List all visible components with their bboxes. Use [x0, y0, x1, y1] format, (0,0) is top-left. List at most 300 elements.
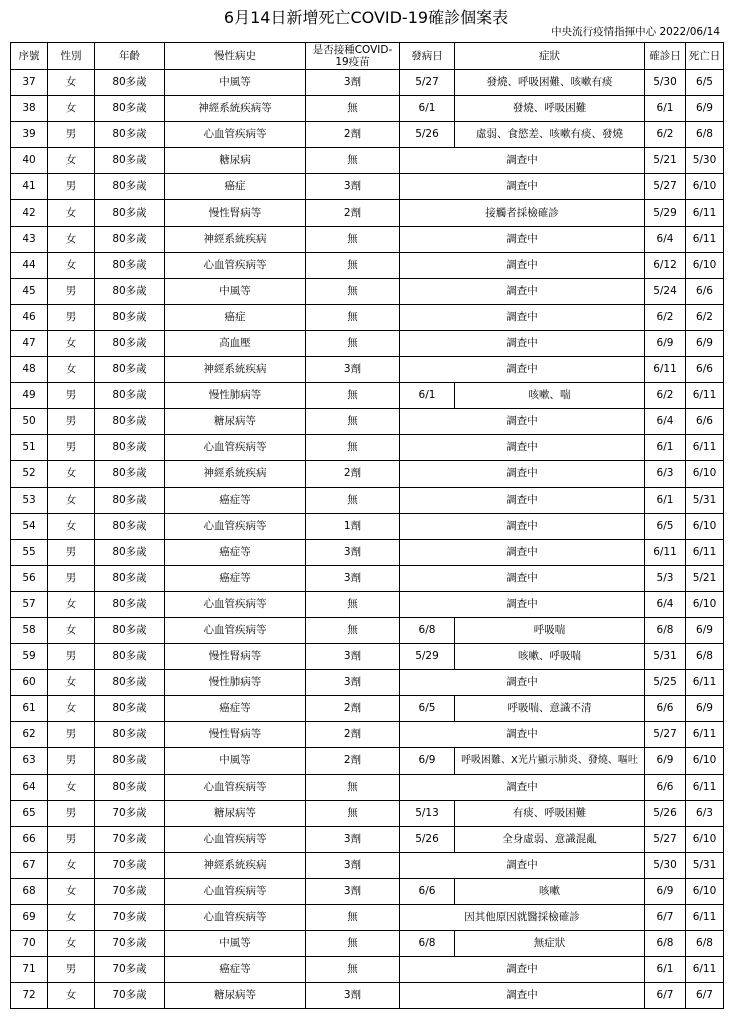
cell-onset-date: 6/6 — [400, 878, 455, 904]
cell-age: 80多歲 — [95, 461, 165, 487]
cell-age: 80多歲 — [95, 539, 165, 565]
table-row — [11, 122, 724, 148]
cell-confirmed-date: 5/3 — [645, 565, 686, 591]
table-row — [11, 931, 724, 957]
cell-age: 80多歲 — [95, 722, 165, 748]
cell-vaccinated: 2劑 — [306, 722, 400, 748]
cell-vaccinated: 無 — [306, 774, 400, 800]
cell-death-date: 6/11 — [686, 670, 724, 696]
cell-age: 70多歲 — [95, 800, 165, 826]
cell-age: 70多歲 — [95, 905, 165, 931]
source-agency-date: 中央流行疫情指揮中心 2022/06/14 — [551, 26, 720, 38]
cell-death-date: 6/10 — [686, 878, 724, 904]
cell-chronic-history: 癌症等 — [165, 696, 306, 722]
header-confirmed-date: 確診日 — [645, 43, 686, 70]
cell-chronic-history: 慢性腎病等 — [165, 722, 306, 748]
cell-vaccinated: 2劑 — [306, 122, 400, 148]
cell-chronic-history: 心血管疾病等 — [165, 878, 306, 904]
table-row — [11, 330, 724, 356]
cell-confirmed-date: 6/7 — [645, 905, 686, 931]
cell-symptoms: 調查中 — [400, 435, 645, 461]
cell-vaccinated: 2劑 — [306, 696, 400, 722]
cell-vaccinated: 無 — [306, 409, 400, 435]
cell-serial: 61 — [11, 696, 48, 722]
cell-chronic-history: 神經系統疾病 — [165, 461, 306, 487]
cell-age: 80多歲 — [95, 617, 165, 643]
cell-age: 70多歲 — [95, 852, 165, 878]
cell-age: 80多歲 — [95, 513, 165, 539]
cell-age: 80多歲 — [95, 122, 165, 148]
cell-symptoms: 調查中 — [400, 591, 645, 617]
cell-chronic-history: 高血壓 — [165, 330, 306, 356]
cell-confirmed-date: 5/30 — [645, 70, 686, 96]
cell-symptoms: 調查中 — [400, 226, 645, 252]
cell-chronic-history: 心血管疾病等 — [165, 252, 306, 278]
cell-symptoms: 接觸者採檢確診 — [400, 200, 645, 226]
cell-serial: 60 — [11, 670, 48, 696]
cell-sex: 男 — [48, 409, 95, 435]
cell-confirmed-date: 6/7 — [645, 983, 686, 1009]
cell-serial: 62 — [11, 722, 48, 748]
cell-death-date: 6/9 — [686, 330, 724, 356]
cell-age: 70多歲 — [95, 957, 165, 983]
cell-confirmed-date: 6/1 — [645, 96, 686, 122]
cell-chronic-history: 神經系統疾病 — [165, 852, 306, 878]
cell-symptoms: 調查中 — [400, 722, 645, 748]
cell-confirmed-date: 6/9 — [645, 330, 686, 356]
cell-age: 80多歲 — [95, 96, 165, 122]
table-row — [11, 278, 724, 304]
cell-confirmed-date: 5/31 — [645, 644, 686, 670]
cell-serial: 56 — [11, 565, 48, 591]
cell-symptoms: 發燒、呼吸困難 — [455, 96, 645, 122]
cell-age: 80多歲 — [95, 70, 165, 96]
cell-serial: 67 — [11, 852, 48, 878]
cell-vaccinated: 無 — [306, 148, 400, 174]
cell-onset-date: 6/1 — [400, 383, 455, 409]
cell-age: 80多歲 — [95, 591, 165, 617]
cell-chronic-history: 糖尿病等 — [165, 983, 306, 1009]
table-row — [11, 226, 724, 252]
cell-age: 80多歲 — [95, 644, 165, 670]
cell-symptoms: 調查中 — [400, 409, 645, 435]
cell-confirmed-date: 6/8 — [645, 617, 686, 643]
header-age: 年齡 — [95, 43, 165, 70]
cell-sex: 女 — [48, 617, 95, 643]
cell-serial: 44 — [11, 252, 48, 278]
cell-confirmed-date: 5/29 — [645, 200, 686, 226]
cell-sex: 女 — [48, 774, 95, 800]
table-row — [11, 565, 724, 591]
table-row — [11, 539, 724, 565]
table-row — [11, 905, 724, 931]
header-vaccinated: 是否接種COVID-19疫苗 — [306, 43, 400, 70]
cell-vaccinated: 3劑 — [306, 565, 400, 591]
cell-confirmed-date: 6/9 — [645, 878, 686, 904]
cell-death-date: 6/8 — [686, 644, 724, 670]
cell-chronic-history: 癌症等 — [165, 565, 306, 591]
cell-symptoms: 調查中 — [400, 983, 645, 1009]
cell-death-date: 6/9 — [686, 617, 724, 643]
cell-symptoms: 呼吸喘 — [455, 617, 645, 643]
cell-sex: 男 — [48, 304, 95, 330]
cell-age: 80多歲 — [95, 409, 165, 435]
cell-symptoms: 因其他原因就醫採檢確診 — [400, 905, 645, 931]
cell-age: 70多歲 — [95, 931, 165, 957]
cell-sex: 女 — [48, 513, 95, 539]
table-row — [11, 487, 724, 513]
table-row — [11, 148, 724, 174]
cell-age: 70多歲 — [95, 983, 165, 1009]
cell-vaccinated: 無 — [306, 383, 400, 409]
cell-sex: 女 — [48, 591, 95, 617]
cell-confirmed-date: 6/6 — [645, 696, 686, 722]
cell-chronic-history: 癌症 — [165, 304, 306, 330]
death-case-table — [10, 42, 724, 1009]
cell-symptoms: 呼吸喘、意識不清 — [455, 696, 645, 722]
cell-age: 80多歲 — [95, 330, 165, 356]
cell-vaccinated: 無 — [306, 226, 400, 252]
cell-chronic-history: 中風等 — [165, 931, 306, 957]
cell-vaccinated: 無 — [306, 304, 400, 330]
cell-onset-date: 5/13 — [400, 800, 455, 826]
cell-chronic-history: 神經系統疾病等 — [165, 96, 306, 122]
cell-confirmed-date: 5/27 — [645, 174, 686, 200]
cell-death-date: 6/11 — [686, 435, 724, 461]
header-serial: 序號 — [11, 43, 48, 70]
cell-vaccinated: 無 — [306, 278, 400, 304]
table-row — [11, 983, 724, 1009]
cell-symptoms: 調查中 — [400, 957, 645, 983]
cell-chronic-history: 心血管疾病等 — [165, 435, 306, 461]
cell-serial: 66 — [11, 826, 48, 852]
cell-onset-date: 6/5 — [400, 696, 455, 722]
cell-death-date: 6/11 — [686, 905, 724, 931]
cell-confirmed-date: 6/11 — [645, 357, 686, 383]
table-row — [11, 174, 724, 200]
cell-confirmed-date: 6/12 — [645, 252, 686, 278]
header-sex: 性別 — [48, 43, 95, 70]
cell-confirmed-date: 6/8 — [645, 931, 686, 957]
cell-death-date: 6/6 — [686, 357, 724, 383]
cell-confirmed-date: 6/4 — [645, 591, 686, 617]
cell-sex: 男 — [48, 644, 95, 670]
cell-serial: 37 — [11, 70, 48, 96]
cell-death-date: 6/11 — [686, 539, 724, 565]
cell-confirmed-date: 5/24 — [645, 278, 686, 304]
table-row — [11, 96, 724, 122]
cell-vaccinated: 1劑 — [306, 513, 400, 539]
cell-death-date: 6/6 — [686, 278, 724, 304]
cell-confirmed-date: 6/5 — [645, 513, 686, 539]
cell-symptoms: 調查中 — [400, 670, 645, 696]
cell-sex: 男 — [48, 539, 95, 565]
cell-symptoms: 虛弱、食慾差、咳嗽有痰、發燒 — [455, 122, 645, 148]
cell-serial: 39 — [11, 122, 48, 148]
cell-death-date: 6/11 — [686, 200, 724, 226]
cell-chronic-history: 中風等 — [165, 748, 306, 774]
cell-symptoms: 調查中 — [400, 148, 645, 174]
table-row — [11, 748, 724, 774]
cell-death-date: 6/10 — [686, 748, 724, 774]
cell-confirmed-date: 6/2 — [645, 304, 686, 330]
cell-sex: 女 — [48, 252, 95, 278]
cell-death-date: 6/10 — [686, 252, 724, 278]
cell-vaccinated: 3劑 — [306, 670, 400, 696]
cell-vaccinated: 無 — [306, 617, 400, 643]
cell-sex: 女 — [48, 670, 95, 696]
table-row — [11, 513, 724, 539]
cell-chronic-history: 心血管疾病等 — [165, 826, 306, 852]
cell-serial: 58 — [11, 617, 48, 643]
cell-symptoms: 全身虛弱、意識混亂 — [455, 826, 645, 852]
cell-death-date: 6/11 — [686, 957, 724, 983]
cell-vaccinated: 3劑 — [306, 644, 400, 670]
cell-chronic-history: 糖尿病等 — [165, 800, 306, 826]
cell-sex: 女 — [48, 357, 95, 383]
cell-age: 80多歲 — [95, 304, 165, 330]
table-row — [11, 670, 724, 696]
cell-confirmed-date: 6/9 — [645, 748, 686, 774]
cell-age: 80多歲 — [95, 748, 165, 774]
cell-serial: 42 — [11, 200, 48, 226]
cell-confirmed-date: 6/6 — [645, 774, 686, 800]
cell-onset-date: 6/1 — [400, 96, 455, 122]
cell-sex: 男 — [48, 722, 95, 748]
cell-sex: 男 — [48, 278, 95, 304]
cell-death-date: 5/21 — [686, 565, 724, 591]
cell-age: 80多歲 — [95, 774, 165, 800]
cell-vaccinated: 3劑 — [306, 852, 400, 878]
cell-symptoms: 調查中 — [400, 852, 645, 878]
cell-death-date: 6/10 — [686, 461, 724, 487]
cell-sex: 女 — [48, 461, 95, 487]
cell-sex: 女 — [48, 330, 95, 356]
cell-onset-date: 5/26 — [400, 826, 455, 852]
cell-vaccinated: 無 — [306, 957, 400, 983]
cell-chronic-history: 心血管疾病等 — [165, 513, 306, 539]
cell-age: 80多歲 — [95, 383, 165, 409]
cell-vaccinated: 3劑 — [306, 878, 400, 904]
cell-vaccinated: 3劑 — [306, 174, 400, 200]
cell-confirmed-date: 5/27 — [645, 722, 686, 748]
cell-confirmed-date: 5/30 — [645, 852, 686, 878]
cell-confirmed-date: 5/25 — [645, 670, 686, 696]
cell-death-date: 6/9 — [686, 96, 724, 122]
cell-age: 80多歲 — [95, 565, 165, 591]
cell-chronic-history: 慢性肺病等 — [165, 383, 306, 409]
header-symptoms: 症狀 — [455, 43, 645, 70]
cell-serial: 53 — [11, 487, 48, 513]
table-row — [11, 304, 724, 330]
cell-sex: 女 — [48, 983, 95, 1009]
cell-chronic-history: 心血管疾病等 — [165, 591, 306, 617]
cell-death-date: 6/8 — [686, 122, 724, 148]
table-row — [11, 800, 724, 826]
cell-death-date: 6/10 — [686, 591, 724, 617]
table-row — [11, 357, 724, 383]
cell-vaccinated: 無 — [306, 96, 400, 122]
cell-symptoms: 調查中 — [400, 304, 645, 330]
cell-symptoms: 咳嗽、呼吸喘 — [455, 644, 645, 670]
page-title: 6月14日新增死亡COVID-19確診個案表 — [223, 8, 509, 27]
cell-confirmed-date: 6/1 — [645, 487, 686, 513]
cell-death-date: 6/6 — [686, 409, 724, 435]
cell-sex: 女 — [48, 70, 95, 96]
cell-serial: 47 — [11, 330, 48, 356]
cell-sex: 女 — [48, 931, 95, 957]
cell-death-date: 6/10 — [686, 826, 724, 852]
cell-sex: 女 — [48, 487, 95, 513]
cell-chronic-history: 心血管疾病等 — [165, 617, 306, 643]
cell-sex: 女 — [48, 905, 95, 931]
cell-sex: 男 — [48, 800, 95, 826]
cell-confirmed-date: 6/2 — [645, 383, 686, 409]
cell-confirmed-date: 6/1 — [645, 435, 686, 461]
cell-serial: 65 — [11, 800, 48, 826]
cell-serial: 51 — [11, 435, 48, 461]
table-row — [11, 696, 724, 722]
cell-symptoms: 調查中 — [400, 330, 645, 356]
cell-symptoms: 無症狀 — [455, 931, 645, 957]
cell-symptoms: 發燒、呼吸困難、咳嗽有痰 — [455, 70, 645, 96]
cell-vaccinated: 無 — [306, 330, 400, 356]
table-row — [11, 383, 724, 409]
table-row — [11, 252, 724, 278]
cell-age: 80多歲 — [95, 487, 165, 513]
cell-serial: 63 — [11, 748, 48, 774]
cell-vaccinated: 無 — [306, 591, 400, 617]
cell-symptoms: 調查中 — [400, 565, 645, 591]
table-row — [11, 617, 724, 643]
cell-death-date: 6/3 — [686, 800, 724, 826]
table-row — [11, 200, 724, 226]
table-row — [11, 461, 724, 487]
cell-age: 80多歲 — [95, 252, 165, 278]
cell-onset-date: 5/26 — [400, 122, 455, 148]
cell-sex: 女 — [48, 226, 95, 252]
cell-vaccinated: 2劑 — [306, 200, 400, 226]
cell-symptoms: 咳嗽 — [455, 878, 645, 904]
cell-death-date: 6/10 — [686, 513, 724, 539]
cell-serial: 72 — [11, 983, 48, 1009]
cell-age: 80多歲 — [95, 670, 165, 696]
cell-sex: 女 — [48, 878, 95, 904]
cell-death-date: 6/10 — [686, 174, 724, 200]
cell-confirmed-date: 6/11 — [645, 539, 686, 565]
cell-age: 80多歲 — [95, 278, 165, 304]
cell-vaccinated: 3劑 — [306, 70, 400, 96]
cell-vaccinated: 3劑 — [306, 539, 400, 565]
cell-serial: 49 — [11, 383, 48, 409]
cell-sex: 女 — [48, 148, 95, 174]
cell-chronic-history: 心血管疾病等 — [165, 774, 306, 800]
table-row — [11, 852, 724, 878]
cell-symptoms: 有痰、呼吸困難 — [455, 800, 645, 826]
cell-serial: 45 — [11, 278, 48, 304]
cell-chronic-history: 癌症等 — [165, 487, 306, 513]
cell-serial: 70 — [11, 931, 48, 957]
cell-death-date: 6/11 — [686, 774, 724, 800]
cell-sex: 男 — [48, 383, 95, 409]
cell-death-date: 6/11 — [686, 383, 724, 409]
cell-age: 80多歲 — [95, 435, 165, 461]
cell-vaccinated: 無 — [306, 800, 400, 826]
cell-sex: 男 — [48, 565, 95, 591]
cell-onset-date: 5/29 — [400, 644, 455, 670]
cell-vaccinated: 2劑 — [306, 748, 400, 774]
cell-serial: 68 — [11, 878, 48, 904]
cell-age: 80多歲 — [95, 357, 165, 383]
header-chronic-history: 慢性病史 — [165, 43, 306, 70]
table-row — [11, 409, 724, 435]
table-row — [11, 878, 724, 904]
cell-age: 80多歲 — [95, 148, 165, 174]
cell-vaccinated: 3劑 — [306, 357, 400, 383]
table-row — [11, 722, 724, 748]
cell-sex: 男 — [48, 435, 95, 461]
cell-serial: 40 — [11, 148, 48, 174]
cell-serial: 38 — [11, 96, 48, 122]
cell-sex: 男 — [48, 826, 95, 852]
cell-onset-date: 6/8 — [400, 931, 455, 957]
cell-confirmed-date: 5/26 — [645, 800, 686, 826]
cell-age: 80多歲 — [95, 226, 165, 252]
cell-death-date: 6/7 — [686, 983, 724, 1009]
table-row — [11, 70, 724, 96]
cell-serial: 71 — [11, 957, 48, 983]
cell-death-date: 6/11 — [686, 722, 724, 748]
cell-symptoms: 咳嗽、喘 — [455, 383, 645, 409]
cell-symptoms: 調查中 — [400, 513, 645, 539]
cell-onset-date: 6/9 — [400, 748, 455, 774]
cell-age: 80多歲 — [95, 200, 165, 226]
cell-chronic-history: 癌症等 — [165, 539, 306, 565]
cell-onset-date: 6/8 — [400, 617, 455, 643]
cell-death-date: 6/8 — [686, 931, 724, 957]
cell-serial: 57 — [11, 591, 48, 617]
cell-chronic-history: 癌症 — [165, 174, 306, 200]
cell-vaccinated: 無 — [306, 435, 400, 461]
cell-chronic-history: 慢性腎病等 — [165, 644, 306, 670]
cell-symptoms: 調查中 — [400, 174, 645, 200]
cell-sex: 男 — [48, 122, 95, 148]
cell-chronic-history: 慢性腎病等 — [165, 200, 306, 226]
cell-chronic-history: 中風等 — [165, 70, 306, 96]
cell-symptoms: 調查中 — [400, 774, 645, 800]
cell-age: 70多歲 — [95, 878, 165, 904]
table-row — [11, 435, 724, 461]
cell-chronic-history: 慢性肺病等 — [165, 670, 306, 696]
cell-sex: 女 — [48, 696, 95, 722]
cell-confirmed-date: 5/27 — [645, 826, 686, 852]
cell-symptoms: 調查中 — [400, 252, 645, 278]
cell-serial: 46 — [11, 304, 48, 330]
cell-serial: 69 — [11, 905, 48, 931]
cell-confirmed-date: 5/21 — [645, 148, 686, 174]
table-row — [11, 774, 724, 800]
table-row — [11, 957, 724, 983]
cell-symptoms: 調查中 — [400, 357, 645, 383]
header-onset-date: 發病日 — [400, 43, 455, 70]
cell-confirmed-date: 6/4 — [645, 226, 686, 252]
cell-serial: 41 — [11, 174, 48, 200]
cell-chronic-history: 神經系統疾病 — [165, 226, 306, 252]
cell-sex: 男 — [48, 957, 95, 983]
cell-death-date: 6/5 — [686, 70, 724, 96]
cell-chronic-history: 糖尿病 — [165, 148, 306, 174]
cell-sex: 女 — [48, 852, 95, 878]
